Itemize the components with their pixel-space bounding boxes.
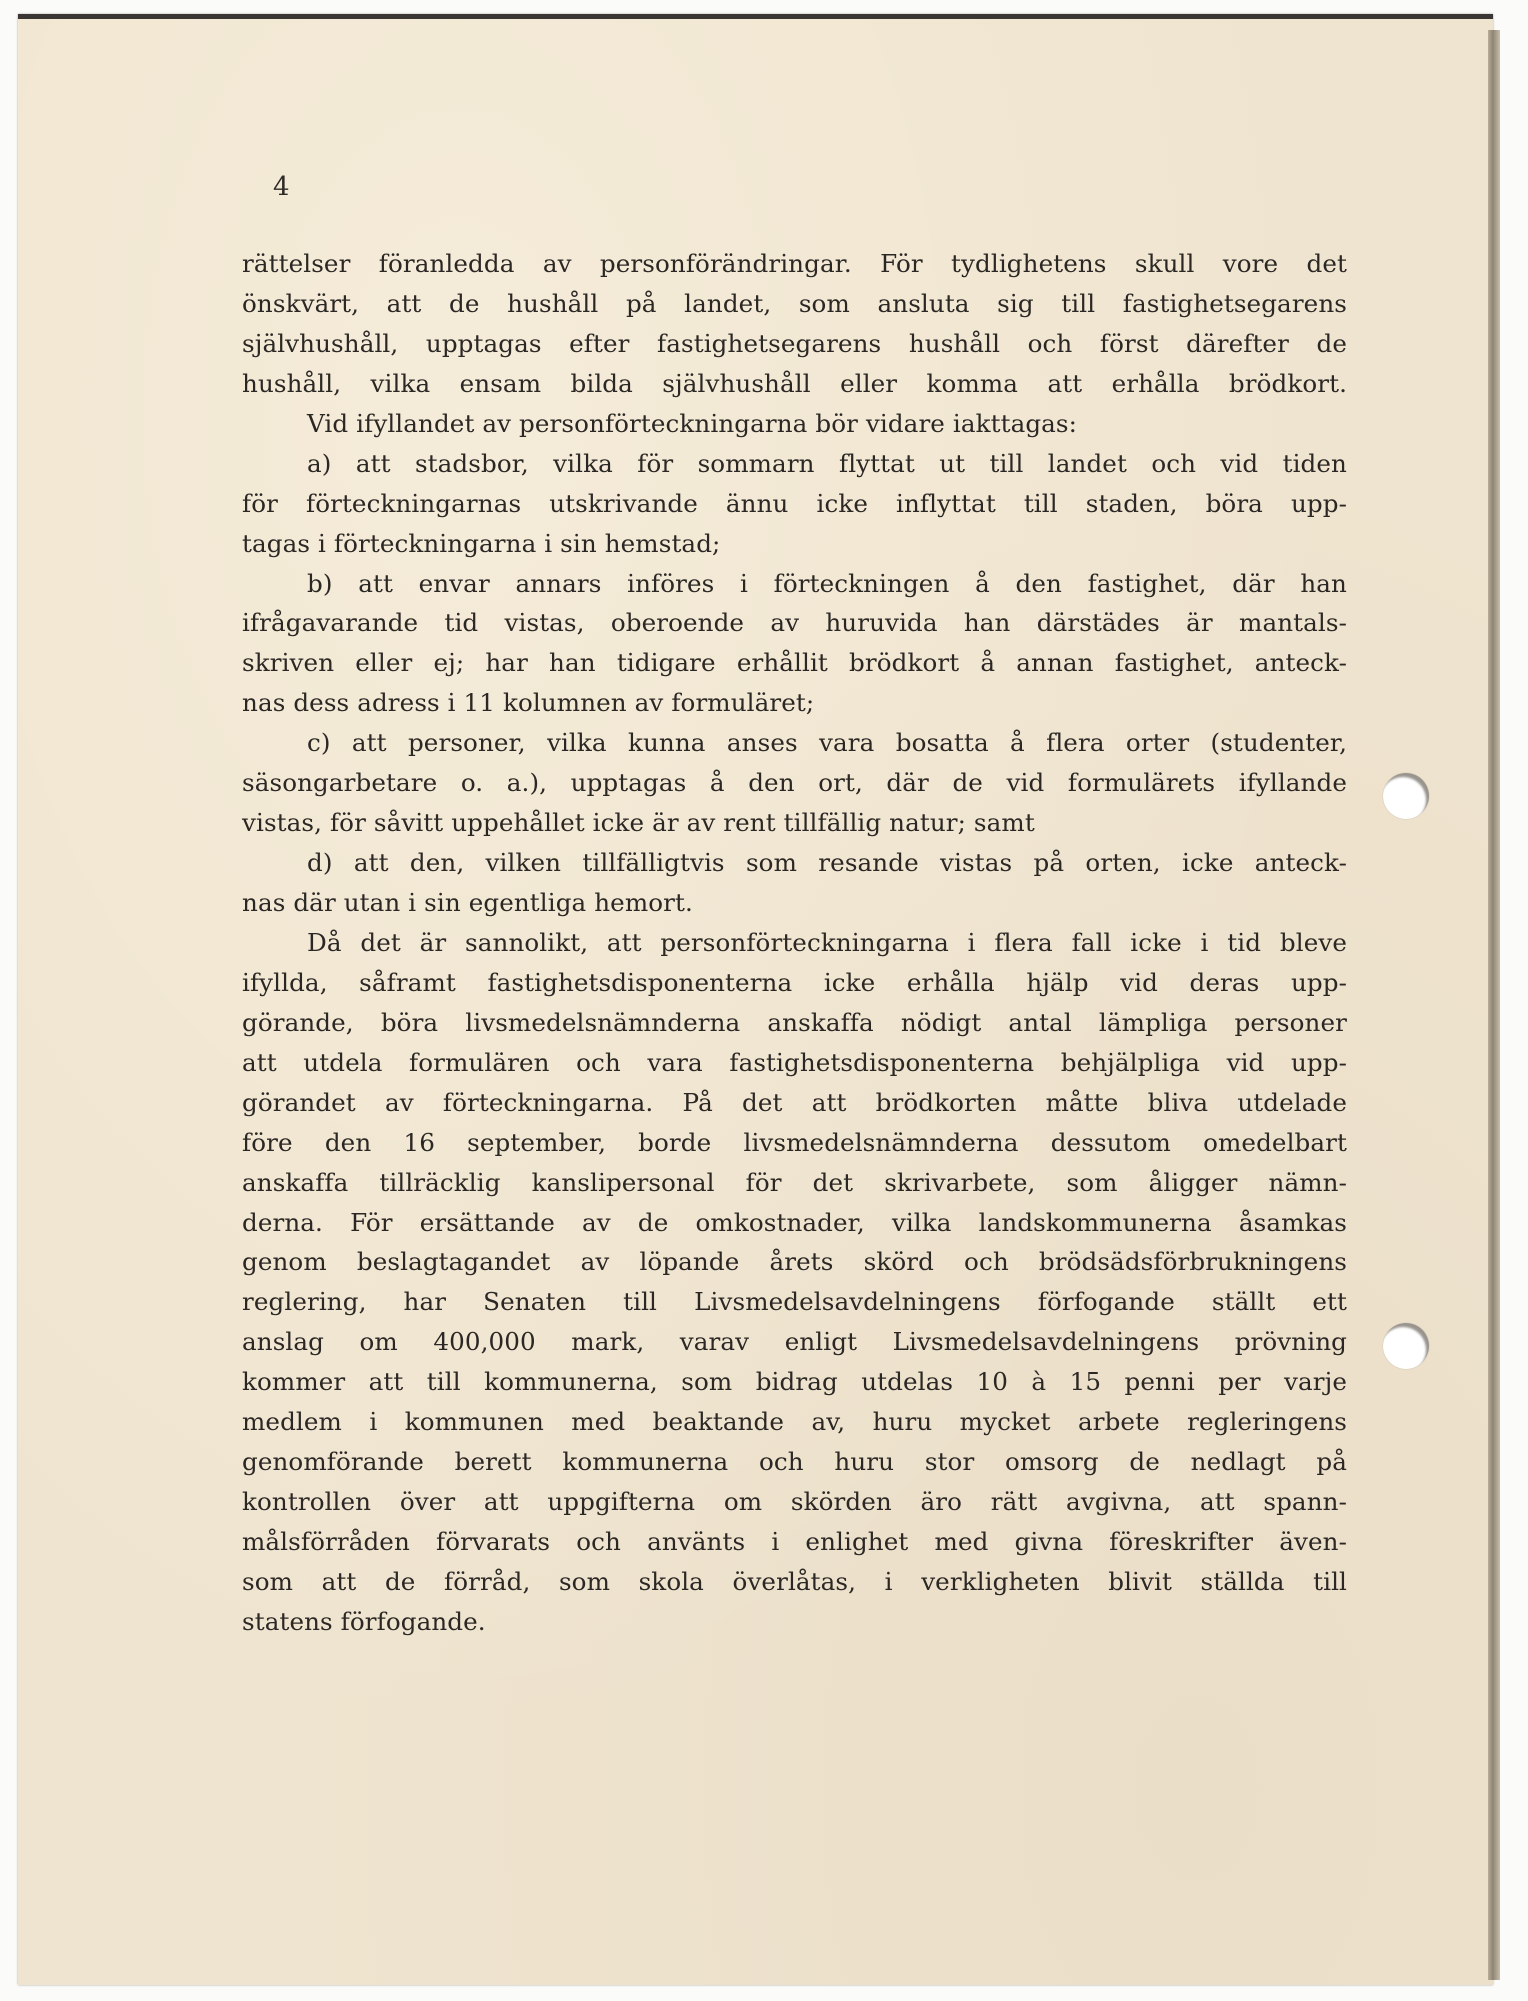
text-line: Vid ifyllandet av personförteckningarna bör vidare iakttagas: [307,408,1078,438]
body-text [242,244,1347,1642]
binding-edge [1488,30,1500,1980]
text-line: c) att personer, vilka kunna anses vara bosatta å flera orter (studenter, [307,728,1347,758]
text-line: kontrollen över att uppgifterna om skörden äro rätt avgivna, att spann- [242,1487,1347,1517]
text-line: görandet av förteckningarna. På det att brödkorten måtte bliva utdelade [242,1087,1347,1117]
text-line: hushåll, vilka ensam bilda självhushåll eller komma att erhålla brödkort. [242,368,1347,398]
text-line: rättelser föranledda av personförändringar. För tydlighetens skull vore det [242,249,1347,278]
text-line: önskvärt, att de hushåll på landet, som ansluta sig till fastighetsegarens [242,288,1347,318]
text-line: b) att envar annars införes i förteckningen å den fastighet, där han [307,568,1347,598]
text-line: derna. För ersättande av de omkostnader, vilka landskommunerna åsamkas [242,1207,1347,1237]
text-line: för förteckningarnas utskrivande ännu icke inflyttat till staden, böra upp- [242,488,1347,518]
text-line: före den 16 september, borde livsmedelsnämnderna dessutom omedelbart [242,1127,1347,1157]
text-line: a) att stadsbor, vilka för sommarn flyttat ut till landet och vid tiden [307,448,1347,478]
text-line: medlem i kommunen med beaktande av, huru mycket arbete regleringens [242,1407,1347,1437]
text-line: statens förfogande. [242,1606,486,1636]
text-line: anslag om 400,000 mark, varav enligt Livsmedelsavdelningens prövning [242,1327,1347,1357]
punch-hole-icon [1383,1323,1429,1369]
text-line: vistas, för såvitt uppehållet icke är av rent tillfällig natur; samt [242,808,1035,838]
text-line: genom beslagtagandet av löpande årets skörd och brödsädsförbrukningens [242,1247,1347,1277]
text-line: som att de förråd, som skola överlåtas, i verkligheten blivit ställda till [242,1566,1347,1596]
text-line: tagas i förteckningarna i sin hemstad; [242,528,721,558]
text-line: skriven eller ej; har han tidigare erhållit brödkort å annan fastighet, anteck- [242,648,1347,678]
text-line: anskaffa tillräcklig kanslipersonal för det skrivarbete, som åligger nämn- [242,1167,1347,1197]
text-line: görande, böra livsmedelsnämnderna anskaffa nödigt antal lämpliga personer [242,1007,1347,1037]
text-line: Då det är sannolikt, att personförteckningarna i flera fall icke i tid bleve [307,927,1347,957]
text-line: ifyllda, såframt fastighetsdisponenterna icke erhålla hjälp vid deras upp- [242,967,1347,997]
punch-hole-icon [1383,773,1429,819]
text-line: att utdela formulären och vara fastighetsdisponenterna behjälpliga vid upp- [242,1047,1347,1077]
text-line: målsförråden förvarats och använts i enlighet med givna föreskrifter även- [242,1527,1347,1556]
text-line: ifrågavarande tid vistas, oberoende av huruvida han därstädes är mantals- [242,608,1347,638]
text-line: d) att den, vilken tillfälligtvis som resande vistas på orten, icke anteck- [307,848,1347,878]
text-line: reglering, har Senaten till Livsmedelsavdelningens förfogande ställt ett [242,1287,1347,1317]
text-line: kommer att till kommunerna, som bidrag utdelas 10 à 15 penni per varje [242,1367,1347,1397]
text-line: säsongarbetare o. a.), upptagas å den ort, där de vid formulärets ifyllande [242,768,1347,798]
text-line: genomförande berett kommunerna och huru stor omsorg de nedlagt på [242,1447,1347,1477]
text-line: självhushåll, upptagas efter fastighetsegarens hushåll och först därefter de [242,328,1347,358]
scan-margin [1500,40,1528,1980]
text-line: nas dess adress i 11 kolumnen av formuläret; [242,688,815,718]
text-line: nas där utan i sin egentliga hemort. [242,888,693,917]
page-number: 4 [273,172,290,202]
